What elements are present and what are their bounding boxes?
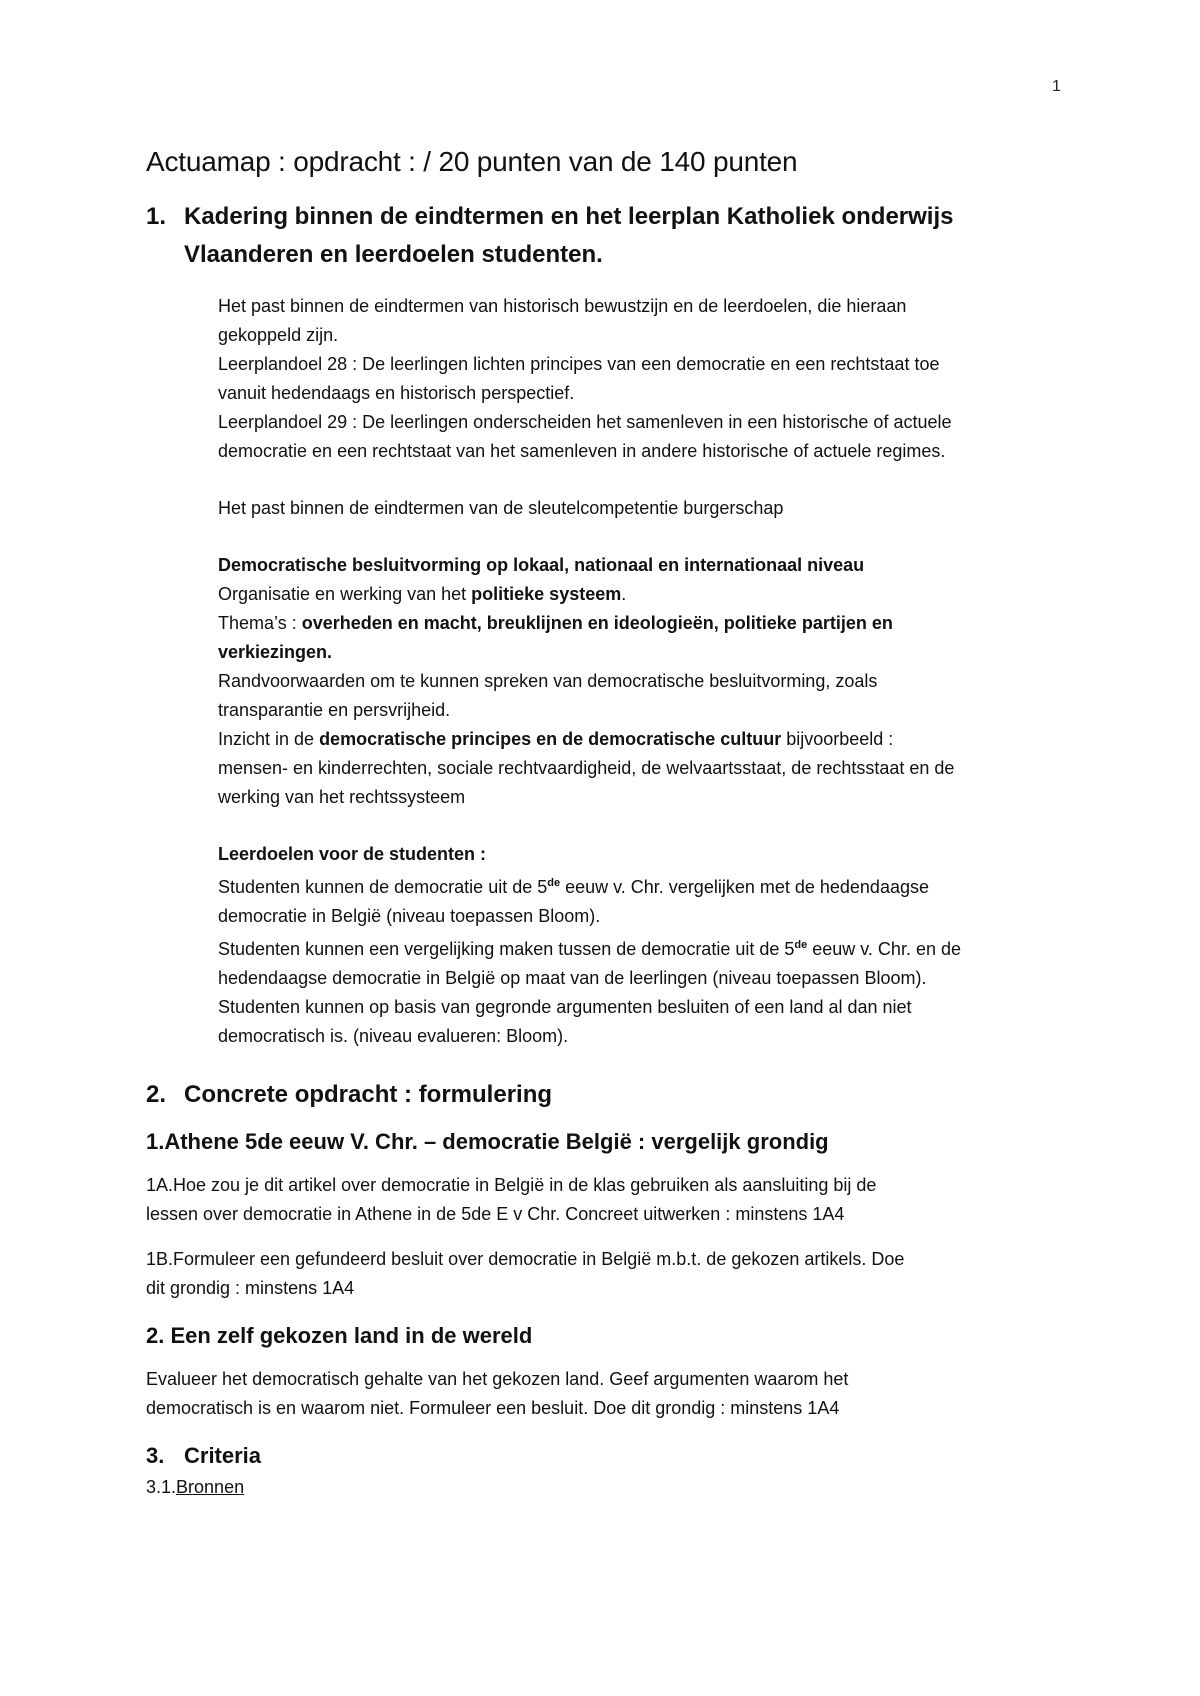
paragraph-eindtermen: Het past binnen de eindtermen van historisch bewustzijn en de leerdoelen, die hieraan gekoppeld zijn. — [218, 296, 907, 345]
section-3-heading — [146, 1439, 1066, 1473]
page-number: 1 — [1052, 78, 1061, 95]
section-1-body — [146, 292, 1066, 1051]
subheading-leerdoelen: Leerdoelen voor de studenten : — [218, 844, 487, 864]
subheading-besluitvorming: Democratische besluitvorming op lokaal, nationaal en internationaal niveau — [218, 555, 865, 575]
criteria-item-bronnen: 3.1.Bronnen — [146, 1477, 245, 1497]
section-1-number: 1. — [146, 203, 167, 230]
section-1-heading — [146, 198, 1066, 274]
question-1a: 1A.Hoe zou je dit artikel over democratie in België in de klas gebruiken als aansluiting bij de lessen over democratie in Athene in de 5de E v Chr. Concreet uitwerken : minstens 1A4 — [146, 1175, 877, 1224]
subheading-athene: 1.Athene 5de eeuw V. Chr. – democratie België : vergelijk grondig — [146, 1129, 829, 1154]
paragraph-rechten: mensen- en kinderrechten, sociale rechtvaardigheid, de welvaartsstaat, de rechtsstaat en de werking van het rechtssysteem — [218, 758, 955, 807]
paragraph-organisatie: Organisatie en werking van het politieke systeem. — [218, 584, 627, 604]
section-1-heading-line-2: Vlaanderen en leerdoelen studenten. — [184, 241, 603, 268]
subheading-zelf-gekozen-land: 2. Een zelf gekozen land in de wereld — [146, 1323, 533, 1348]
goal-2: Studenten kunnen een vergelijking maken tussen de democratie uit de 5de eeuw v. Chr. en de hedendaagse democratie in België op maat van de leerlingen (niveau toepassen Bloom). — [218, 939, 961, 988]
section-3-number: 3. — [146, 1443, 165, 1468]
paragraph-leerplandoel-28: Leerplandoel 28 : De leerlingen lichten principes van een democratie en een rechtstaat toe vanuit hedendaags en historisch perspectief. — [218, 354, 940, 403]
paragraph-burgerschap: Het past binnen de eindtermen van de sleutelcompetentie burgerschap — [218, 498, 784, 518]
section-2-title: Concrete opdracht : formulering — [184, 1081, 553, 1108]
section-3-title: Criteria — [184, 1443, 262, 1468]
section-2-heading — [146, 1077, 1066, 1113]
section-2-number: 2. — [146, 1081, 167, 1108]
document-body — [146, 146, 1066, 1502]
section-1-heading-line-1: Kadering binnen de eindtermen en het leerplan Katholiek onderwijs — [184, 203, 954, 230]
question-1b: 1B.Formuleer een gefundeerd besluit over democratie in België m.b.t. de gekozen artikels. Doe dit grondig : minstens 1A4 — [146, 1249, 905, 1298]
document-title: Actuamap : opdracht : / 20 punten van de 140 punten — [146, 146, 798, 177]
paragraph-inzicht: Inzicht in de democratische principes en de democratische cultuur bijvoorbeeld : — [218, 729, 894, 749]
paragraph-randvoorwaarden: Randvoorwaarden om te kunnen spreken van democratische besluitvorming, zoals transparantie en persvrijheid. — [218, 671, 878, 720]
paragraph-themas: Thema’s : overheden en macht, breuklijnen en ideologieën, politieke partijen en verkiezingen. — [218, 613, 893, 662]
question-2: Evalueer het democratisch gehalte van het gekozen land. Geef argumenten waarom het democratisch is en waarom niet. Formuleer een besluit. Doe dit grondig : minstens 1A4 — [146, 1369, 849, 1418]
goal-1: Studenten kunnen de democratie uit de 5de eeuw v. Chr. vergelijken met de hedendaagse democratie in België (niveau toepassen Bloom). — [218, 877, 929, 926]
paragraph-leerplandoel-29: Leerplandoel 29 : De leerlingen onderscheiden het samenleven in een historische of actuele democratie en een rechtstaat van het samenleven in andere historische of actuele regimes. — [218, 412, 952, 461]
goal-3: Studenten kunnen op basis van gegronde argumenten besluiten of een land al dan niet democratisch is. (niveau evalueren: Bloom). — [218, 997, 912, 1046]
section-2-body — [146, 1125, 1066, 1423]
